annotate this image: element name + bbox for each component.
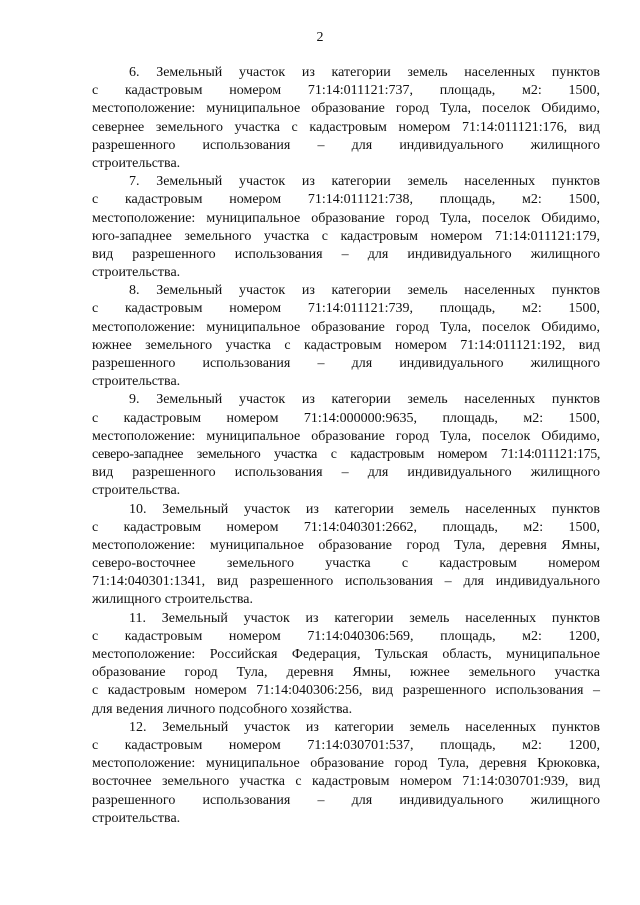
paragraph-line: местоположение: муниципальное образование город Тула, деревня Крюковка, — [92, 756, 600, 772]
paragraph-line: 9. Земельный участок из категории земель населенных пунктов — [129, 392, 600, 408]
paragraph-line: местоположение: Российская Федерация, Тульская область, муниципальное — [92, 647, 600, 662]
paragraph-line: строительства. — [92, 374, 181, 390]
paragraph-line: 7. Земельный участок из категории земель населенных пунктов — [129, 174, 600, 190]
paragraph-line: с кадастровым номером 71:14:040301:2662, площадь, м2: 1500, — [92, 519, 600, 535]
land-plot-paragraph-9 — [92, 391, 600, 500]
paragraph-line: местоположение: муниципальное образование город Тула, поселок Обидимо, — [92, 101, 600, 117]
document-body — [92, 64, 600, 828]
paragraph-line: строительства. — [92, 810, 181, 826]
paragraph-line: 8. Земельный участок из категории земель населенных пунктов — [129, 283, 600, 299]
paragraph-line: с кадастровым номером 71:14:011121:737, площадь, м2: 1500, — [92, 83, 600, 99]
land-plot-paragraph-12 — [92, 719, 600, 828]
paragraph-line: восточнее земельного участка с кадастровым номером 71:14:030701:939, вид — [92, 774, 600, 790]
paragraph-line: с кадастровым номером 71:14:040306:256, вид разрешенного использования – — [92, 683, 600, 699]
paragraph-line: местоположение: муниципальное образование город Тула, поселок Обидимо, — [92, 319, 600, 335]
paragraph-line: южнее земельного участка с кадастровым номером 71:14:011121:192, вид — [92, 337, 600, 353]
paragraph-line: вид разрешенного использования – для индивидуального жилищного — [92, 465, 600, 481]
land-plot-paragraph-6 — [92, 64, 600, 173]
land-plot-paragraph-8 — [92, 282, 600, 391]
paragraph-line: для ведения личного подсобного хозяйства. — [92, 701, 353, 717]
paragraph-line: с кадастровым номером 71:14:011121:738, площадь, м2: 1500, — [92, 192, 600, 208]
paragraph-line: разрешенного использования – для индивидуального жилищного — [92, 792, 600, 808]
paragraph-line: с кадастровым номером 71:14:011121:739, площадь, м2: 1500, — [92, 301, 600, 317]
paragraph-line: северо-западнее земельного участка с кадастровым номером 71:14:011121:175, — [92, 446, 600, 462]
paragraph-line: местоположение: муниципальное образование город Тула, поселок Обидимо, — [92, 210, 600, 226]
paragraph-line: северо-восточнее земельного участка с кадастровым номером — [92, 556, 600, 572]
paragraph-line: разрешенного использования – для индивидуального жилищного — [92, 137, 600, 153]
paragraph-line: строительства. — [92, 265, 181, 281]
paragraph-line: с кадастровым номером 71:14:000000:9635, площадь, м2: 1500, — [92, 410, 600, 426]
paragraph-line: жилищного строительства. — [92, 592, 253, 608]
paragraph-line: с кадастровым номером 71:14:040306:569, площадь, м2: 1200, — [92, 628, 600, 644]
paragraph-line: 12. Земельный участок из категории земель населенных пунктов — [129, 719, 600, 735]
paragraph-line: 10. Земельный участок из категории земель населенных пунктов — [129, 501, 600, 517]
land-plot-paragraph-10 — [92, 501, 600, 610]
land-plot-paragraph-11 — [92, 610, 600, 719]
paragraph-line: севернее земельного участка с кадастровым номером 71:14:011121:176, вид — [92, 119, 600, 135]
paragraph-line: юго-западнее земельного участка с кадастровым номером 71:14:011121:179, — [92, 228, 600, 244]
paragraph-line: образование город Тула, деревня Ямны, южнее земельного участка — [92, 665, 600, 681]
paragraph-line: разрешенного использования – для индивидуального жилищного — [92, 356, 600, 371]
page-number: 2 — [316, 30, 324, 45]
land-plot-paragraph-7 — [92, 173, 600, 282]
paragraph-line: строительства. — [92, 155, 181, 171]
paragraph-line: местоположение: муниципальное образование город Тула, деревня Ямны, — [92, 537, 600, 553]
paragraph-line: с кадастровым номером 71:14:030701:537, площадь, м2: 1200, — [92, 737, 600, 753]
paragraph-line: строительства. — [92, 483, 181, 499]
paragraph-line: 11. Земельный участок из категории земель населенных пунктов — [129, 610, 600, 626]
paragraph-line: 6. Земельный участок из категории земель населенных пунктов — [129, 65, 600, 80]
paragraph-line: вид разрешенного использования – для индивидуального жилищного — [92, 246, 600, 262]
paragraph-line: местоположение: муниципальное образование город Тула, поселок Обидимо, — [92, 428, 600, 444]
paragraph-line: 71:14:040301:1341, вид разрешенного использования – для индивидуального — [92, 574, 600, 590]
